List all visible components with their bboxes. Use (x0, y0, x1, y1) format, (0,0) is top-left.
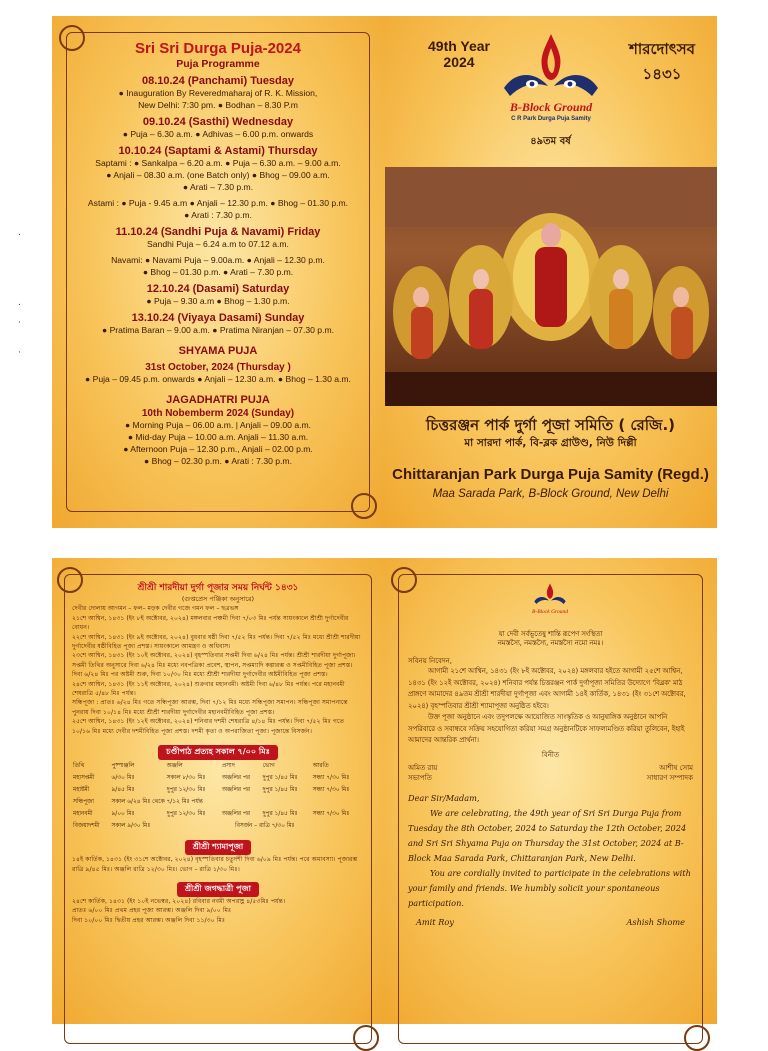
table-cell: ৯/৪৫ মিঃ (111, 787, 135, 794)
shyama-heading: SHYAMA PUJA (178, 345, 258, 357)
table-cell: দুপুর ১/৪৫ মিঃ (262, 775, 298, 782)
table-header-row (72, 760, 364, 772)
table-header: তিথি (73, 763, 85, 770)
signatory-right-role: সাধারণ সম্পাদক (646, 773, 693, 782)
address-english: Maa Sarada Park, B-Block Ground, New Delhi (432, 488, 669, 500)
samity-logo-small-icon (530, 582, 570, 610)
day-line: Saptami : ● Sankalpa – 6.20 a.m. ● Puja – 6.30 a.m. – 9.00 a.m. (95, 158, 341, 168)
margin-mark-3: · (18, 318, 21, 328)
day-line: ● Mid-day Puja – 10.00 a.m. Anjali – 11.30 a.m. (127, 432, 309, 442)
table-header: প্রসাদ (221, 763, 235, 770)
chandi-path-banner: চণ্ডীপাঠ প্রত্যহ সকাল ৭/০০ মিঃ (158, 745, 278, 760)
table-cell: সকাল ৮/৩০ মিঃ (166, 775, 206, 782)
timings-para: দেবীর দোলায় আগমন – ফল– মড়ক দেবীর গজে গমন ফল – ছত্রভঙ্গ (72, 605, 239, 613)
day-heading: 09.10.24 (Sasthi) Wednesday (142, 116, 294, 128)
table-cell: সকাল ৬/২৪ মিঃ থেকে ৭/১২ মিঃ পর্যন্ত (111, 799, 203, 806)
table-cell: দুপুর ১২/৩০ মিঃ (166, 811, 206, 818)
day-line: Navami: ● Navami Puja – 9.00a.m. ● Anjali – 12.30 p.m. (111, 255, 325, 265)
day-line: Sandhi Puja – 6.24 a.m to 07.12 a.m. (147, 239, 289, 249)
day-line: New Delhi: 7:30 pm. ● Bodhan – 8.30 P.m (138, 100, 298, 110)
timings-para: ২৫শে আশ্বিন, ১৪৩১ (ইং ১২ই অক্টোবর, ২০২৪) শনিবার দশমী শেষরাত্রি ৪/১৪ মিঃ পর্যন্ত। দিবা ৭/৫২ মিঃ গতে ১০/১৬ মিঃ মধ্যে দেবীর দশমীবিহিত পূজা প্রশস্ত। দশমী কৃত্য ও অপরাজিতা পূজা। পূজান্তে বিসর্জন। (72, 718, 345, 735)
table-cell: অঞ্জলির পর (221, 787, 250, 794)
year-label: 49th Year (428, 38, 491, 54)
timings-para: ২৩শে আশ্বিন, ১৪৩১ (ইং ১০ই অক্টোবর, ২০২৪) বৃহস্পতিবার সপ্তমী দিবা ৬/২৪ মিঃ পর্যন্ত। শ্রীশ্রী শারদীয়া দুর্গাপূজা। সপ্তমী তিথির অনুসারে দিবা ৬/২৪ মিঃ মধ্যে নবপত্রিকা প্রবেশ, স্থাপন, সপ্তম্যাদি কল্পারম্ভ ও সপ্তমীবিহিত পূজা প্রশস্ত। দিবা ৬/২৪ মিঃ পর অষ্টমী শুরু, দিবা ১০/৩০ মিঃ মধ্যে শ্রীশ্রী শারদীয়া দুর্গাদেবীর অষ্টমীবিহিত পূজা প্রশস্ত। (72, 652, 356, 679)
timings-title: শ্রীশ্রী শারদীয়া দুর্গা পূজার সময় নির্ঘন্ট ১৪৩১ (137, 583, 299, 593)
jagadhatri-date: 10th Nobemberm 2024 (Sunday) (141, 408, 295, 419)
table-cell: ৯/০০ মিঃ (111, 811, 135, 818)
shyama-date: 31st October, 2024 (Thursday ) (145, 362, 291, 373)
table-header: ভোগ (262, 763, 275, 770)
table-header: অঞ্জলি (166, 763, 183, 770)
table-header: আরতি (312, 763, 329, 770)
signatory-left-role: সভাপতি (408, 773, 432, 782)
day-line: ● Bhog – 02.30 p.m. ● Arati : 7.30 p.m. (144, 456, 292, 466)
table-row (72, 808, 364, 820)
mantra-line-2: নমস্তস্যৈ, নমস্তস্যৈ, নমস্তস্যৈ নমো নমঃ। (497, 639, 604, 648)
day-line: ● Arati : 7.30 p.m. (184, 210, 252, 220)
jagadhatri-line: ২৪শে কার্তিক, ১৪৩১ (ইং ১০ই নভেম্বর, ২০২৪) রবিবার নবমী অপরাহ্ণ ৪/৫৩মিঃ পর্যন্ত। (72, 897, 286, 905)
table-cell: মহানবমী (73, 811, 93, 818)
invitation-body-english-2: You are cordially invited to participate in the celebrations with your family and friends. We humbly solicit your spontaneous participation. (408, 867, 691, 908)
table-header: পুষ্পাঞ্জলি (111, 763, 135, 770)
programme-subtitle: Puja Programme (176, 58, 260, 70)
margin-mark-2: . (18, 298, 21, 308)
table-cell: অঞ্জলির পর (221, 811, 250, 818)
day-line: ● Puja – 6.30 a.m. ● Adhivas – 6.00 p.m. onwards (122, 129, 314, 139)
timings-para: ২৪শে আশ্বিন, ১৪৩১ (ইং ১১ই অক্টোবর, ২০২৪) শুক্রবার মহানবমী। অষ্টমী দিবা ৬/৪৮ মিঃ পর্যন্ত। পরে মহানবমী শেষরাত্রি ৫/৪৮ মিঃ পর্যন্ত। (72, 680, 345, 698)
logo-small-text: B-Block Ground (532, 609, 568, 615)
signatory-right-english: Ashish Shome (626, 916, 685, 927)
year: 2024 (443, 54, 475, 70)
signatory-left-english: Amit Roy (416, 916, 454, 927)
timings-para: ২২শে আশ্বিন, ১৪৩১ (ইং ৯ই অক্টোবর, ২০২৪) বুধবার ষষ্ঠী দিবা ৭/৫২ মিঃ পর্যন্ত। দিবা ৭/৫২ মিঃ মধ্যে শ্রীশ্রী শারদীয়া দুর্গাদেবীর ষষ্ঠীবিহিত পূজা প্রশস্ত। সায়ংকালে আমন্ত্রণ ও অধিবাস। (72, 633, 361, 651)
invitation-body-bengali: আগামী ২১শে আশ্বিন, ১৪৩১ (ইং ৮ই অক্টোবর, ২০২৪) মঙ্গলবার হইতে আগামী ২৫শে আশ্বিন, ১৪৩১ (ইং ১২ই অক্টোবর, ২০২৪) শনিবার পর্যন্ত চিত্তরঞ্জন পার্ক দুর্গাপূজা সমিতির উদ্যোগে 'বিব্লক' মাঠ প্রাঙ্গণে আমাদের ৪৯তম শ্রীশ্রী শারদীয়া দুর্গাপূজা এবং আগামী ১৪ই কার্তিক, ১৪৩১ (ইং ৩১শে অক্টোবর, ২০২৪) বৃহস্পতিবার শ্রীশ্রী শ্যামাপূজা অনুষ্ঠিত হইবে। (408, 667, 686, 710)
salutation-bengali: সবিনয় নিবেদন, (408, 656, 453, 665)
table-row (72, 784, 364, 796)
table-row (72, 796, 364, 808)
jagadhatri-puja-banner: শ্রীশ্রী জগদ্ধাত্রী পূজা (177, 882, 259, 897)
address-bengali: মা সারদা পার্ক, বি-ব্লক গ্রাউণ্ড, নিউ দিল্লী (464, 437, 637, 449)
invitation-body-bengali-2: উক্ত পূজা অনুষ্ঠানে এবং তদুপলক্ষে আয়োজিত সাংস্কৃতিক ও আনুষাঙ্গিক অনুষ্ঠানে আপনি সপরিবারে ও সবান্ধবে সক্রিয় সহযোগিতা করিয়া সমগ্র অনুষ্ঠানটিকে সাফল্যমণ্ডিত করিয়া তুলিবেন, ইহাই আমাদের আন্তরিক প্রার্থনা। (408, 713, 685, 745)
programme-panel (52, 16, 384, 528)
org-name-english: Chittaranjan Park Durga Puja Samity (Regd.) (392, 466, 709, 483)
salutation-english: Dear Sir/Madam, (408, 792, 480, 803)
logo-subtext: C R Park Durga Puja Samity (511, 116, 591, 122)
day-line: ● Puja – 09.45 p.m. onwards ● Anjali – 12.30 a.m. ● Bhog – 1.30 a.m. (85, 374, 351, 384)
mantra-line-1: যা দেবী সর্বভূতেষু শান্তি রূপেণ সংস্থিতা (498, 630, 603, 638)
margin-mark-4: · (18, 348, 21, 358)
programme-title: Sri Sri Durga Puja-2024 (135, 40, 301, 57)
day-heading: 13.10.24 (Viyaya Dasami) Sunday (131, 312, 305, 324)
day-line: ● Morning Puja – 06.00 a.m. | Anjali – 09.00 a.m. (124, 420, 312, 430)
bengali-year: ১৪৩১ (642, 65, 682, 83)
table-cell: সন্ধ্যা ৭/৩০ মিঃ (312, 811, 350, 818)
jagadhatri-line: প্রাতঃ ৬/০০ মিঃ প্রথম প্রহর পূজা আরম্ভ। অঞ্জলি দিবা ৯/০০ মিঃ (72, 907, 232, 915)
table-row (72, 820, 364, 832)
invitation-body-english: We are celebrating, the 49th year of Sri Sri Durga Puja from Tuesday the 8th October, 2024 to Saturday the 12th October, 2024 and Sri Sri Shyama Puja on Thursday the 31st October, 2024 at B-Block Maa Sarada Park, Chittaranjan Park, New Delhi. (408, 807, 687, 863)
binito: বিনীত (541, 750, 560, 759)
margin-mark-1: . (18, 228, 21, 238)
day-line: ● Pratima Baran – 9.00 a.m. ● Pratima Niranjan – 07.30 p.m. (101, 325, 334, 335)
timings-panel (52, 558, 384, 1024)
shyama-puja-banner: শ্রীশ্রী শ্যামাপূজা (185, 840, 251, 855)
timings-subtitle: (গুপ্তপ্রেস পঞ্জিকা অনুসারে) (181, 595, 255, 603)
day-heading: 12.10.24 (Dasami) Saturday (146, 283, 290, 295)
shyama-text: ১৪ই কার্তিক, ১৪৩১ (ইং ৩১শে অক্টোবর, ২০২৪) বৃহস্পতিবার চতুর্দশী দিবা ৬/০৯ মিঃ পর্যন্ত। পরে অমাবস্যা। পূজারম্ভ রাত্রি ৯/৪৫ মিঃ। অঞ্জলি রাত্রি ১২/৩০ মিঃ। ভোগ – রাত্রি ১/৩০ মিঃ। (72, 856, 358, 873)
bengali-49th-year: ৪৯তম বর্ষ (530, 136, 571, 147)
timings-table (72, 760, 364, 832)
day-heading: 11.10.24 (Sandhi Puja & Navami) Friday (115, 226, 321, 238)
idol-illustration (385, 167, 717, 406)
table-cell: সন্ধিপূজা (73, 799, 94, 806)
jagadhatri-line: দিবা ১০/০০ মিঃ দ্বিতীয় প্রহর আরম্ভ। অঞ্জলি দিবা ১১/৩০ মিঃ (72, 916, 226, 924)
jagadhatri-heading: JAGADHATRI PUJA (166, 394, 270, 406)
table-cell: দুপুর ১/৪৫ মিঃ (262, 811, 298, 818)
table-row (72, 772, 364, 784)
signatory-right-bengali: আশীষ সোম (659, 764, 693, 773)
logo-text: B-Block Ground (509, 100, 593, 114)
table-cell: সন্ধ্যা ৭/৩০ মিঃ (312, 775, 350, 782)
invitation-panel (384, 558, 717, 1024)
bengali-festival: শারদোৎসব (628, 40, 695, 58)
durga-idol-photo (385, 167, 717, 406)
table-cell: বিজয়াদশমী (73, 823, 100, 830)
table-cell: সন্ধ্যা ৭/৩০ মিঃ (312, 787, 350, 794)
day-line: ● Arati – 7.30 p.m. (182, 182, 254, 192)
table-cell: বিসর্জন – রাত্রি ৭/৩০ মিঃ (235, 823, 295, 830)
day-line: ● Puja – 9.30 a.m ● Bhog – 1.30 p.m. (146, 296, 290, 306)
table-cell: মহাষ্টমী (73, 787, 90, 794)
day-line: Astami : ● Puja - 9.45 a.m ● Anjali – 12.30 p.m. ● Bhog – 01.30 p.m. (87, 198, 349, 208)
day-heading: 10.10.24 (Saptami & Astami) Thursday (118, 145, 318, 157)
table-cell: ৬/৩০ মিঃ (111, 775, 135, 782)
day-line: ● Afternoon Puja – 12.30 p.m., Anjali – 02.00 p.m. (123, 444, 313, 454)
org-name-bengali: চিত্তরঞ্জন পার্ক দুর্গা পূজা সমিতি ( রেজি.) (425, 416, 676, 434)
table-cell: অঞ্জলির পর (221, 775, 250, 782)
day-line: ● Anjali – 08.30 a.m. (one Batch only) ● Bhog – 09.00 a.m. (106, 170, 330, 180)
signatory-left-bengali: অমিত রায় (408, 764, 438, 773)
cover-panel (384, 16, 717, 528)
timings-para: ২১শে আশ্বিন, ১৪৩১ (ইং ৮ই অক্টোবর, ২০২৪) মঙ্গলবার পঞ্চমী দিবা ৭/০৩ মিঃ পর্যন্ত সায়ংকালে শ্রীশ্রী দুর্গাদেবীর বোধন। (72, 614, 349, 632)
table-cell: সকাল ৯/৩০ মিঃ (111, 823, 151, 830)
timings-para: সন্ধিপূজা : প্রাতঃ ৬/২৪ মিঃ গতে সন্ধিপূজা আরম্ভ, দিবা ৭/১২ মিঃ মধ্যে সন্ধিপূজা সমাপন। সন্ধিপূজা সমাপনান্তে পুনরায় দিবা ১০/১৪ মিঃ মধ্যে শ্রীশ্রী শারদীয়া দুর্গাদেবীর মহানবমীবিহিত পূজা প্রশস্ত। (72, 699, 348, 716)
day-line: ● Bhog – 01.30 p.m. ● Arati – 7.30 p.m. (142, 267, 294, 277)
day-heading: 08.10.24 (Panchami) Tuesday (141, 75, 295, 87)
day-line: ● Inauguration By Reveredmaharaj of R. K. Mission, (118, 88, 318, 98)
table-cell: দুপুর ১/৪৫ মিঃ (262, 787, 298, 794)
table-cell: দুপুর ১২/৩০ মিঃ (166, 787, 206, 794)
table-cell: মহাসপ্তমী (73, 775, 95, 782)
